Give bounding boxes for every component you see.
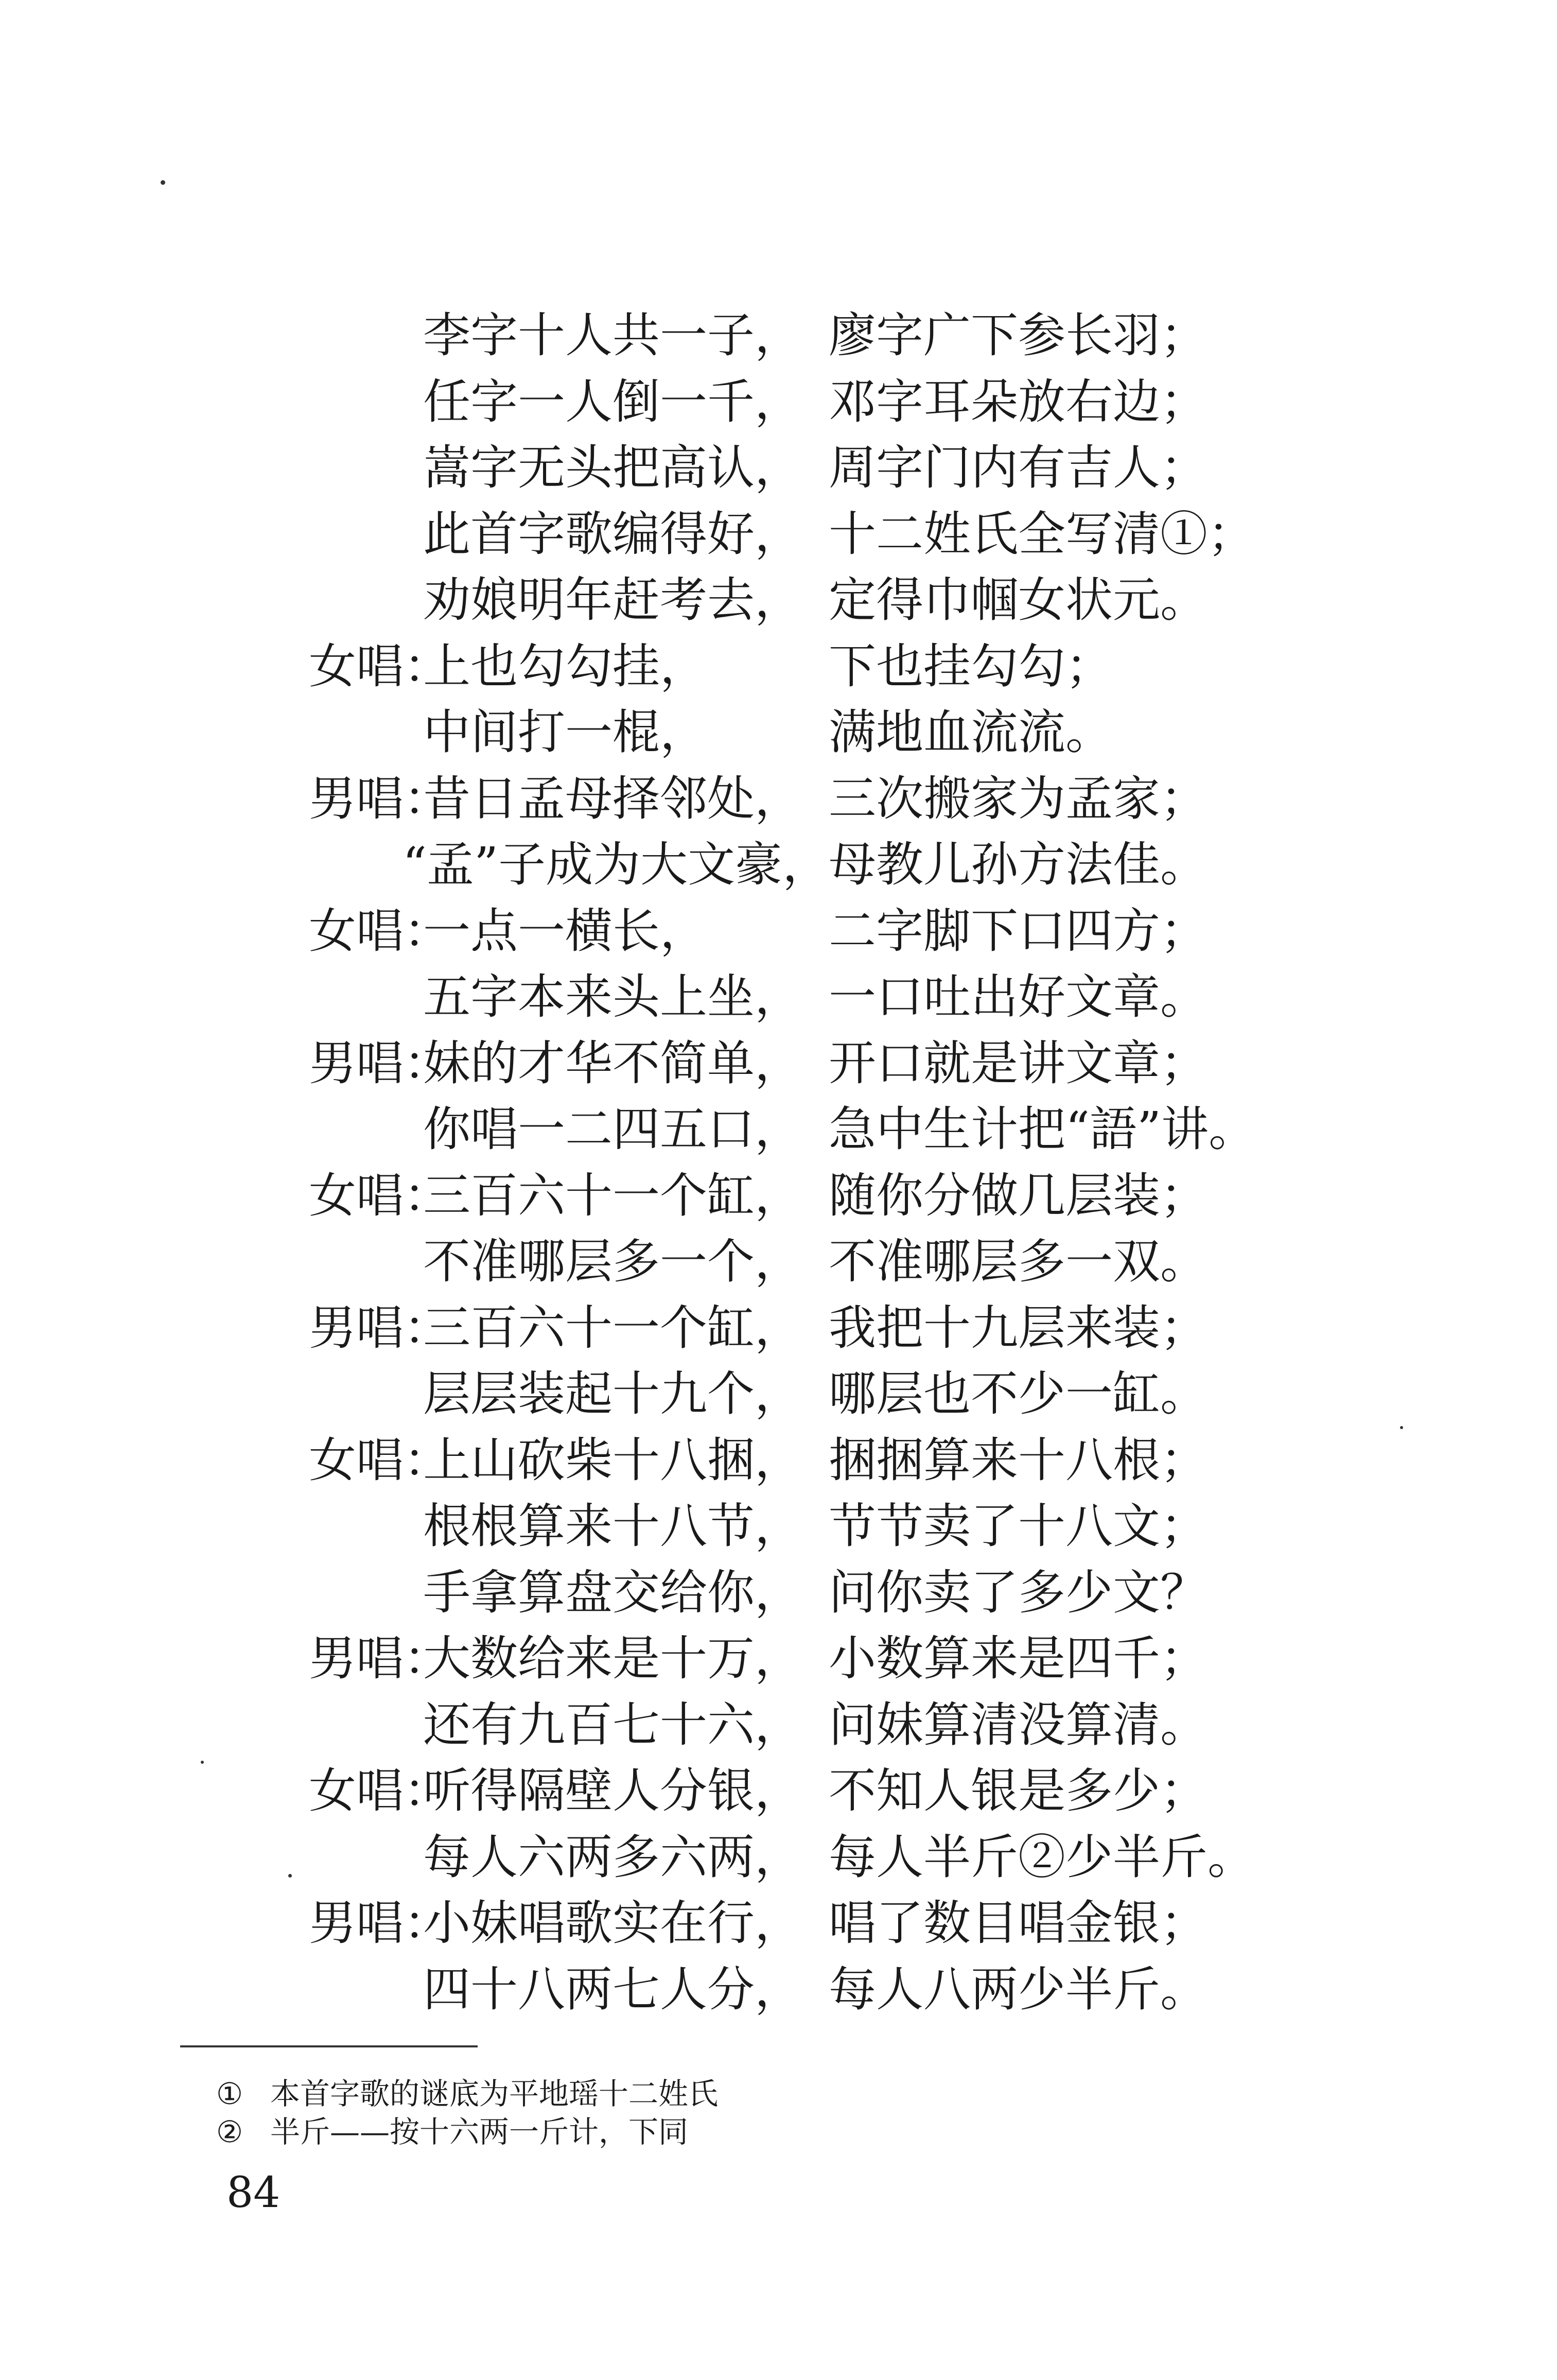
verse-line <box>309 1890 1364 1957</box>
scan-speck <box>1400 1426 1403 1429</box>
verse-left-half: 还有九百七十六， <box>423 1697 802 1752</box>
verse-right-half: 问你卖了多少文？ <box>829 1565 1208 1620</box>
speaker-label: 女唱： <box>309 1168 451 1223</box>
footnote-divider <box>180 2045 478 2047</box>
verse-left-half: 李字十人共一子， <box>423 308 802 363</box>
verse-line <box>309 1295 1364 1362</box>
verse-left-half: 一点一横长， <box>423 903 708 959</box>
verse-line <box>309 1626 1364 1692</box>
verse-left-half: 你唱一二四五口， <box>423 1102 802 1157</box>
footnote-text: 本首字歌的谜底为平地瑶十二姓氏 <box>270 2076 719 2111</box>
verse-left-half: 层层装起十九个， <box>423 1366 802 1421</box>
verse-left-half: 根根算来十八节， <box>423 1499 802 1554</box>
verse-line <box>309 700 1364 766</box>
verse-line <box>309 1428 1364 1494</box>
speaker-label: 男唱： <box>309 1300 451 1356</box>
verse-left-half: 大数给来是十万， <box>423 1631 802 1686</box>
verse-line <box>309 832 1364 898</box>
verse-line <box>309 501 1364 568</box>
footnote-marker: ① <box>216 2076 243 2111</box>
speaker-label: 女唱： <box>309 1763 451 1818</box>
verse-left-half: 四十八两七人分， <box>423 1961 802 2017</box>
verse-right-half: 每人半斤②少半斤。 <box>829 1829 1255 1885</box>
verse-line <box>309 634 1364 700</box>
verse-right-half: 急中生计把“語”讲。 <box>829 1102 1256 1157</box>
verse-left-half: 劝娘明年赶考去， <box>423 572 802 628</box>
speaker-label: 女唱： <box>309 1432 451 1488</box>
page-number: 84 <box>226 2168 281 2217</box>
verse-line <box>309 1097 1364 1163</box>
verse-right-half: 我把十九层来装； <box>829 1300 1208 1356</box>
verse-right-half: 随你分做几层装； <box>829 1168 1208 1223</box>
speaker-label: 男唱： <box>309 1896 451 1951</box>
verse-line <box>309 766 1364 832</box>
verse-right-half: 开口就是讲文章； <box>829 1035 1208 1091</box>
verse-right-half: 唱了数目唱金银； <box>829 1896 1208 1951</box>
footnote-text: 半斤——按十六两一斤计，下同 <box>270 2114 689 2149</box>
verse-line <box>309 1493 1364 1560</box>
verse-left-half: 手拿算盘交给你， <box>423 1565 802 1620</box>
verse-right-half: 邓字耳朵放右边； <box>829 374 1208 429</box>
verse-left-half: 妹的才华不简单， <box>423 1035 802 1091</box>
verse-right-half: 不知人银是多少； <box>829 1763 1208 1818</box>
verse-left-half: 三百六十一个缸， <box>423 1168 802 1223</box>
speaker-label: 男唱： <box>309 771 451 826</box>
verse-line <box>309 369 1364 436</box>
verse-line <box>309 1031 1364 1097</box>
scan-speck <box>201 1761 204 1764</box>
verse-left-half: 此首字歌编得好， <box>423 506 802 562</box>
verse-right-half: 母教儿孙方法佳。 <box>829 837 1208 892</box>
verse-left-half: 上也勾勾挂， <box>423 638 708 694</box>
verse-line <box>309 1163 1364 1229</box>
folk-song-verse <box>309 303 1364 2023</box>
verse-left-half: 听得隔壁人分银， <box>423 1763 802 1818</box>
verse-right-half: 节节卖了十八文； <box>829 1499 1208 1554</box>
verse-left-half: 小妹唱歌实在行， <box>423 1896 802 1951</box>
verse-right-half: 下也挂勾勾； <box>829 638 1113 694</box>
verse-left-half: 昔日孟母择邻处， <box>423 771 802 826</box>
verse-line <box>309 964 1364 1031</box>
verse-right-half: 廖字广下参长羽； <box>829 308 1208 363</box>
verse-line <box>309 1825 1364 1891</box>
verse-line <box>309 435 1364 501</box>
verse-line <box>309 1361 1364 1428</box>
scan-speck <box>161 180 165 185</box>
verse-right-half: 一口吐出好文章。 <box>829 969 1208 1024</box>
verse-line <box>309 898 1364 965</box>
speaker-label: 女唱： <box>309 638 451 694</box>
verse-right-half: 三次搬家为孟家； <box>829 771 1208 826</box>
verse-right-half: 十二姓氏全写清①； <box>829 506 1255 562</box>
verse-right-half: 二字脚下口四方； <box>829 903 1208 959</box>
scan-speck <box>288 1874 292 1878</box>
footnote-marker: ② <box>216 2114 243 2149</box>
verse-left-half: 每人六两多六两， <box>423 1829 802 1885</box>
verse-line <box>309 1229 1364 1295</box>
footnote <box>216 2113 718 2151</box>
verse-right-half: 问妹算清没算清。 <box>829 1697 1208 1752</box>
footnote <box>216 2075 718 2113</box>
verse-left-half: “孟”子成为大文豪， <box>403 837 830 892</box>
verse-left-half: 中间打一棍， <box>423 705 708 760</box>
verse-right-half: 捆捆算来十八根； <box>829 1432 1208 1488</box>
verse-left-half: 嵩字无头把高认， <box>423 440 802 495</box>
footnotes <box>216 2075 718 2151</box>
verse-line <box>309 1957 1364 2023</box>
verse-right-half: 每人八两少半斤。 <box>829 1961 1208 2017</box>
verse-line <box>309 1758 1364 1825</box>
verse-line <box>309 1560 1364 1626</box>
speaker-label: 男唱： <box>309 1035 451 1091</box>
speaker-label: 女唱： <box>309 903 451 959</box>
speaker-label: 男唱： <box>309 1631 451 1686</box>
verse-right-half: 满地血流流。 <box>829 705 1113 760</box>
verse-left-half: 不准哪层多一个， <box>423 1234 802 1289</box>
verse-line <box>309 303 1364 369</box>
verse-right-half: 定得巾帼女状元。 <box>829 572 1208 628</box>
verse-line <box>309 1692 1364 1759</box>
verse-left-half: 任字一人倒一千， <box>423 374 802 429</box>
verse-right-half: 周字门内有吉人； <box>829 440 1208 495</box>
verse-line <box>309 567 1364 634</box>
verse-left-half: 上山砍柴十八捆， <box>423 1432 802 1488</box>
verse-right-half: 哪层也不少一缸。 <box>829 1366 1208 1421</box>
verse-left-half: 五字本来头上坐， <box>423 969 802 1024</box>
verse-left-half: 三百六十一个缸， <box>423 1300 802 1356</box>
verse-right-half: 小数算来是四千； <box>829 1631 1208 1686</box>
verse-right-half: 不准哪层多一双。 <box>829 1234 1208 1289</box>
